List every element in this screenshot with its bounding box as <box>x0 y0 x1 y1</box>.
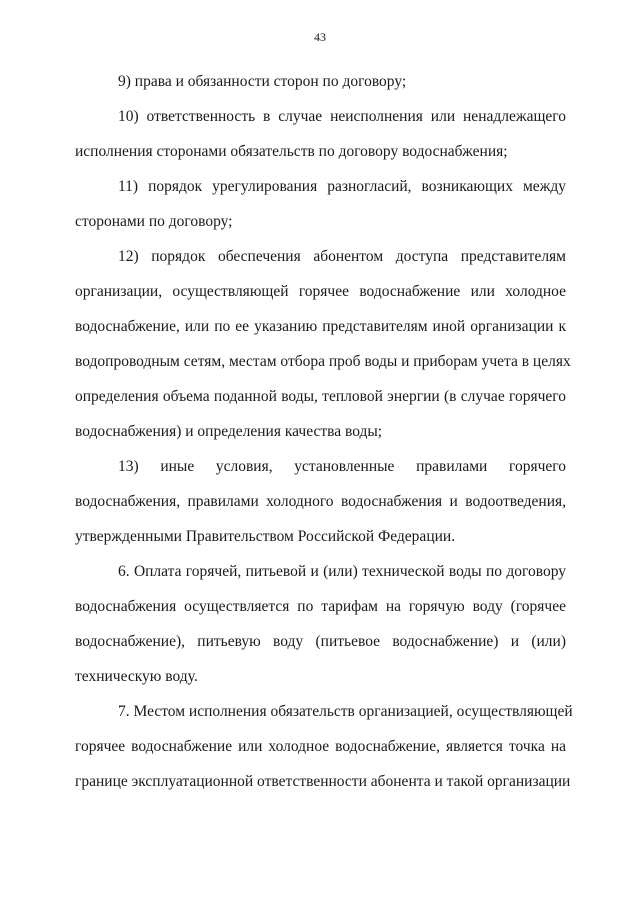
text-line: исполнения сторонами обязательств по договору водоснабжения; <box>75 143 508 160</box>
text-line: водоснабжения осуществляется по тарифам на горячую воду (горячее <box>75 598 566 615</box>
text-line: водоснабжения, правилами холодного водоснабжения и водоотведения, <box>75 493 566 510</box>
text-line: 12) порядок обеспечения абонентом доступа представителям <box>118 248 566 265</box>
page-number: 43 <box>314 30 326 44</box>
text-line: водоснабжение), питьевую воду (питьевое водоснабжение) и (или) <box>75 633 566 650</box>
text-line: 13) иные условия, установленные правилами горячего <box>118 458 566 475</box>
text-line: 10) ответственность в случае неисполнения или ненадлежащего <box>118 108 566 125</box>
text-line: 6. Оплата горячей, питьевой и (или) технической воды по договору <box>118 563 566 580</box>
text-line: 11) порядок урегулирования разногласий, возникающих между <box>118 178 566 195</box>
text-line: границе эксплуатационной ответственности абонента и такой организации <box>75 773 571 790</box>
text-line: водоснабжение, или по ее указанию представителям иной организации к <box>75 318 566 335</box>
text-line: водоснабжения) и определения качества воды; <box>75 423 383 440</box>
text-line: водопроводным сетям, местам отбора проб воды и приборам учета в целях <box>75 353 571 370</box>
text-line: горячее водоснабжение или холодное водоснабжение, является точка на <box>75 738 566 755</box>
text-line: 7. Местом исполнения обязательств организацией, осуществляющей <box>118 703 573 720</box>
text-line: определения объема поданной воды, тепловой энергии (в случае горячего <box>75 388 566 405</box>
text-line: организации, осуществляющей горячее водоснабжение или холодное <box>75 283 566 300</box>
text-line: техническую воду. <box>75 668 198 685</box>
text-line: сторонами по договору; <box>75 213 233 230</box>
text-line: утвержденными Правительством Российской Федерации. <box>75 528 456 545</box>
text-line: 9) права и обязанности сторон по договору; <box>118 73 407 90</box>
